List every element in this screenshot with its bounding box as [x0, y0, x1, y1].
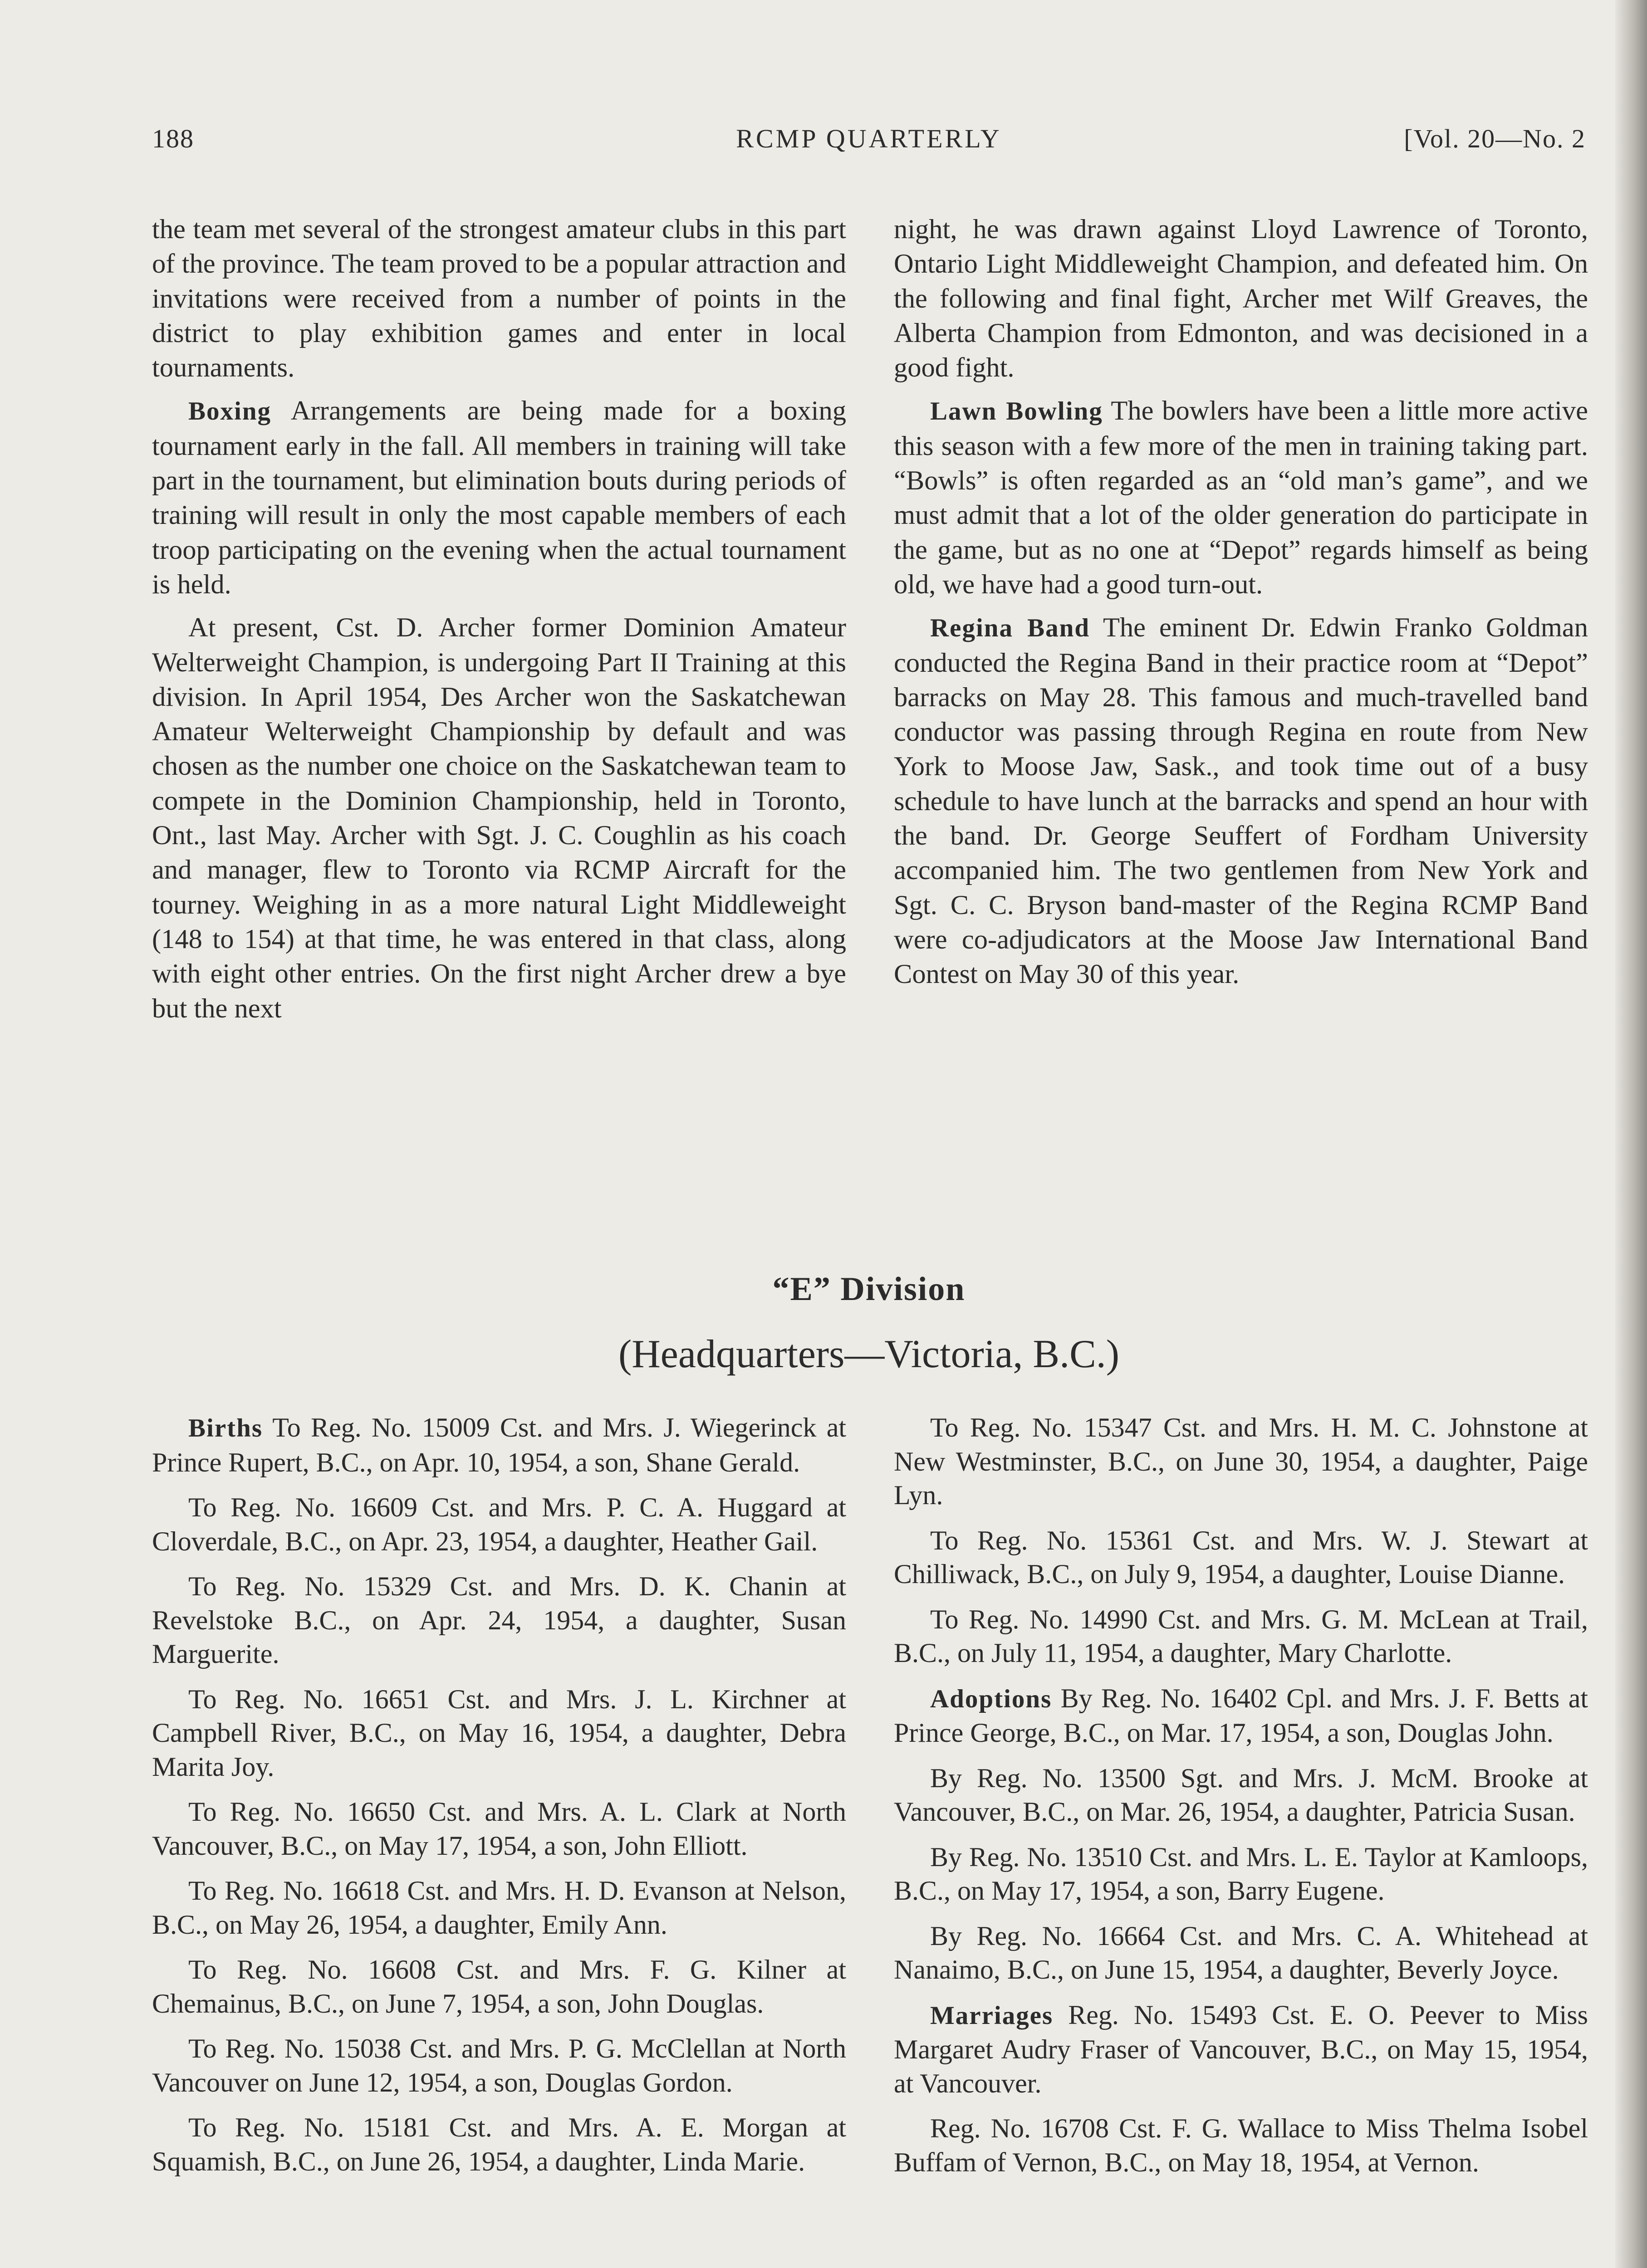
paragraph-lawn-bowling	[894, 394, 1588, 602]
birth-entry	[152, 1411, 846, 1479]
birth-entry: To Reg. No. 15181 Cst. and Mrs. A. E. Morgan at Squamish, B.C., on June 26, 1954, a daughter, Linda Marie.	[152, 2112, 846, 2176]
bottom-right-column	[894, 1411, 1588, 2190]
birth-entry: To Reg. No. 16651 Cst. and Mrs. J. L. Kirchner at Campbell River, B.C., on May 16, 1954, a daughter, Debra Marita Joy.	[152, 1684, 846, 1782]
birth-entry: To Reg. No. 16650 Cst. and Mrs. A. L. Clark at North Vancouver, B.C., on May 17, 1954, a son, John Elliott.	[152, 1797, 846, 1861]
adoption-entry: By Reg. No. 13510 Cst. and Mrs. L. E. Taylor at Kamloops, B.C., on May 17, 1954, a son, Barry Eugene.	[894, 1842, 1588, 1906]
run-in-heading-marriages: Marriages	[930, 2001, 1054, 2030]
paragraph-archer: At present, Cst. D. Archer former Dominion Amateur Welterweight Champion, is undergoing Part II Training at this division. In April 1954, Des Archer won the Saskatchewan Amateur Welterweight Championship by default and was chosen as the number one choice on the Saskatchewan team to compete in the Dominion Championship, held in Toronto, Ont., last May. Archer with Sgt. J. C. Coughlin as his coach and manager, flew to Toronto via RCMP Aircraft for the tourney. Weighing in as a more natural Light Middleweight (148 to 154) at that time, he was entered in that class, along with eight other entries. On the first night Archer drew a bye but the next	[152, 612, 846, 1024]
lawn-bowling-text: The bowlers have been a little more active this season with a few more of the men in training taking part. “Bowls” is often regarded as an “old man’s game”, and we must admit that a lot of the older generation do participate in the game, but as no one at “Depot” regards himself as being old, we have had a good turn-out.	[894, 396, 1588, 600]
page-edge-shadow	[1615, 0, 1647, 2268]
run-in-heading-lawn-bowling: Lawn Bowling	[930, 397, 1103, 426]
adoption-entry-text: By Reg. No. 16402 Cpl. and Mrs. J. F. Betts at Prince George, B.C., on Mar. 17, 1954, a son, Douglas John.	[894, 1683, 1588, 1748]
marriage-entry: Reg. No. 16708 Cst. F. G. Wallace to Miss Thelma Isobel Buffam of Vernon, B.C., on May 18, 1954, at Vernon.	[894, 2113, 1588, 2177]
birth-entry: To Reg. No. 15329 Cst. and Mrs. D. K. Chanin at Revelstoke B.C., on Apr. 24, 1954, a daughter, Susan Marguerite.	[152, 1571, 846, 1669]
top-right-column	[894, 212, 1588, 1001]
adoption-entry: By Reg. No. 16664 Cst. and Mrs. C. A. Whitehead at Nanaimo, B.C., on June 15, 1954, a daughter, Beverly Joyce.	[894, 1921, 1588, 1984]
run-in-heading-adoptions: Adoptions	[930, 1684, 1052, 1713]
regina-band-text: The eminent Dr. Edwin Franko Goldman conducted the Regina Band in their practice room at “Depot” barracks on May 28. This famous and much-travelled band conductor was passing through Regina en route from New York to Moose Jaw, Sask., and took time out of a busy schedule to have lunch at the barracks and spend an hour with the band. Dr. George Seuffert of Fordham University accompanied him. The two gentlemen from New York and Sgt. C. C. Bryson band-master of the Regina RCMP Band were co-adjudicators at the Moose Jaw International Band Contest on May 30 of this year.	[894, 612, 1588, 990]
birth-entry: To Reg. No. 15361 Cst. and Mrs. W. J. Stewart at Chilliwack, B.C., on July 9, 1954, a daughter, Louise Dianne.	[894, 1525, 1588, 1589]
birth-entry: To Reg. No. 15038 Cst. and Mrs. P. G. McClellan at North Vancouver on June 12, 1954, a son, Douglas Gordon.	[152, 2033, 846, 2097]
birth-entry-text: To Reg. No. 15009 Cst. and Mrs. J. Wiegerinck at Prince Rupert, B.C., on Apr. 10, 1954, a son, Shane Gerald.	[152, 1413, 846, 1477]
journal-title: RCMP QUARTERLY	[736, 124, 1002, 153]
adoption-entry	[894, 1681, 1588, 1750]
volume-issue: [Vol. 20—No. 2	[1404, 124, 1586, 153]
birth-entry: To Reg. No. 16608 Cst. and Mrs. F. G. Kilner at Chemainus, B.C., on June 7, 1954, a son, John Douglas.	[152, 1955, 846, 2019]
paragraph-continuation-right: night, he was drawn against Lloyd Lawrence of Toronto, Ontario Light Middleweight Champion, and defeated him. On the following and final fight, Archer met Wilf Greaves, the Alberta Champion from Edmonton, and was decisioned in a good fight.	[894, 214, 1588, 383]
running-header	[152, 123, 1586, 160]
marriage-entry	[894, 1998, 1588, 2101]
birth-entry: To Reg. No. 16609 Cst. and Mrs. P. C. A. Huggard at Cloverdale, B.C., on Apr. 23, 1954, a daughter, Heather Gail.	[152, 1492, 846, 1556]
paragraph-regina-band	[894, 611, 1588, 992]
birth-entry: To Reg. No. 16618 Cst. and Mrs. H. D. Evanson at Nelson, B.C., on May 26, 1954, a daughter, Emily Ann.	[152, 1876, 846, 1940]
division-heading: “E” Division	[772, 1271, 966, 1308]
page-number: 188	[152, 124, 194, 153]
paragraph-boxing	[152, 394, 846, 602]
birth-entry: To Reg. No. 14990 Cst. and Mrs. G. M. McLean at Trail, B.C., on July 11, 1954, a daughter, Mary Charlotte.	[894, 1604, 1588, 1668]
run-in-heading-boxing: Boxing	[188, 397, 272, 426]
division-subheading: (Headquarters—Victoria, B.C.)	[618, 1332, 1120, 1376]
boxing-text: Arrangements are being made for a boxing tournament early in the fall. All members in training will take part in the tournament, but elimination bouts during periods of training will result in only the most capable members of each troop participating on the evening when the actual tournament is held.	[152, 396, 846, 600]
run-in-heading-births: Births	[188, 1414, 263, 1442]
marriage-entry-text: Reg. No. 15493 Cst. E. O. Peever to Miss Margaret Audry Fraser of Vancouver, B.C., on May 15, 1954, at Vancouver.	[894, 1999, 1588, 2098]
bottom-left-column	[152, 1411, 846, 2190]
adoption-entry: By Reg. No. 13500 Sgt. and Mrs. J. McM. Brooke at Vancouver, B.C., on Mar. 26, 1954, a daughter, Patricia Susan.	[894, 1763, 1588, 1827]
birth-entry: To Reg. No. 15347 Cst. and Mrs. H. M. C. Johnstone at New Westminster, B.C., on June 30, 1954, a daughter, Paige Lyn.	[894, 1413, 1588, 1510]
run-in-heading-regina-band: Regina Band	[930, 614, 1090, 643]
paragraph-continuation: the team met several of the strongest amateur clubs in this part of the province. The team proved to be a popular attraction and invitations were received from a number of points in the district to play exhibition games and enter in local tournaments.	[152, 214, 846, 383]
top-left-column	[152, 212, 846, 1035]
